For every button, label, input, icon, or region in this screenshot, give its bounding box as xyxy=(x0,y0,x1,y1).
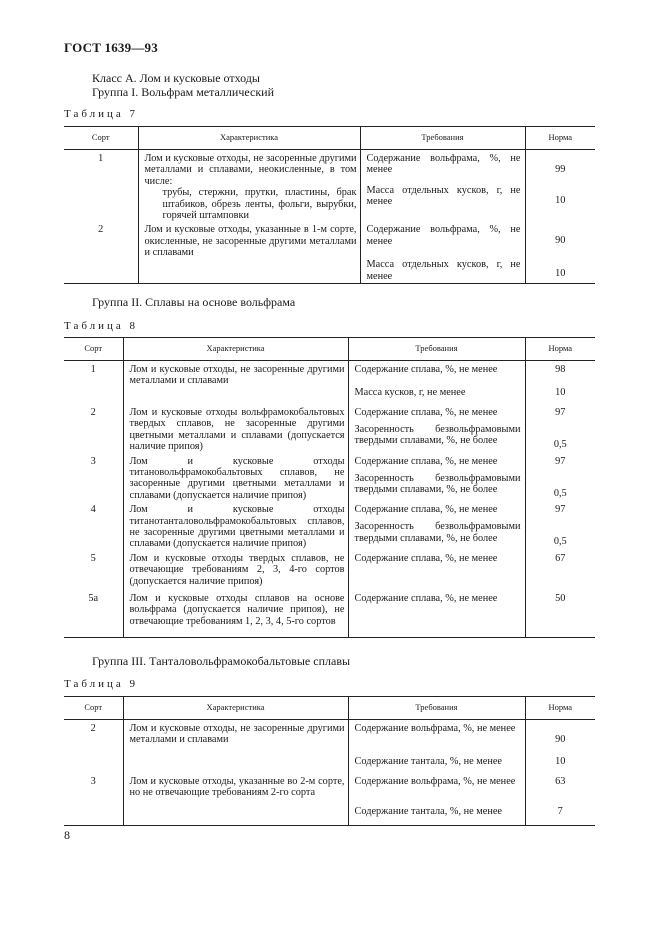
norm-value: 7 xyxy=(557,806,563,817)
requirement: Содержание сплава, %, не менее xyxy=(354,504,498,516)
norm-value: 0,5 xyxy=(553,487,567,499)
cell-sort: 1 xyxy=(98,153,104,164)
cell-requirements xyxy=(360,150,525,222)
group-2-title: Группа II. Сплавы на основе вольфрама xyxy=(92,295,296,309)
cell-characteristic xyxy=(138,150,360,222)
norm-value: 63 xyxy=(555,776,566,787)
col-header-norm: Норма xyxy=(525,338,595,361)
cell-norm xyxy=(525,550,595,590)
requirement: Содержание вольфрама, %, не менее xyxy=(354,723,516,734)
cell-sort: 4 xyxy=(90,504,96,516)
table-row xyxy=(64,773,595,826)
group-1-title: Группа I. Вольфрам металлический xyxy=(92,85,274,99)
cell-characteristic: Лом и кусковые отходы сплавов на основе вольфрама (допускается наличие припоя), не отвечающие требованиям 1, 2, 3, 4, 5-го сортов xyxy=(123,590,348,638)
col-header-requirements: Требования xyxy=(360,127,525,150)
table-header-row xyxy=(64,127,595,150)
norm-value: 10 xyxy=(555,387,566,398)
cell-sort: 2 xyxy=(64,221,138,284)
cell-sort: 2 xyxy=(90,407,96,418)
cell-characteristic: Лом и кусковые отходы вольфрамокобальтовых твердых сплавов, не засоренные другими цветными металлами и сплавами (допускается наличие припоя) xyxy=(123,404,348,453)
cell-sort: 3 xyxy=(64,773,123,826)
table-row xyxy=(64,720,595,774)
requirement: Масса кусков, г, не менее xyxy=(354,387,466,398)
requirement: Содержание сплава, %, не менее xyxy=(354,592,498,604)
requirement: Масса отдельных кусков, г, не менее xyxy=(366,259,521,282)
norm-value: 0,5 xyxy=(553,439,567,450)
cell-characteristic: Лом и кусковые отходы, не засоренные другими металлами и сплавами xyxy=(123,720,348,774)
cell-requirements xyxy=(348,720,525,774)
group-3-title: Группа III. Танталовольфрамокобальтовые сплавы xyxy=(92,654,351,668)
table-8-caption: Таблица 8 xyxy=(64,320,139,332)
cell-characteristic: Лом и кусковые отходы титановольфрамокобальтовых сплавов, не засоренные другими цветными металлами и сплавами (допускается наличие припоя) xyxy=(123,453,348,502)
table-row xyxy=(64,221,595,284)
col-header-characteristic: Характеристика xyxy=(123,338,348,361)
table-row xyxy=(64,590,595,638)
norm-value: 99 xyxy=(555,164,566,175)
col-header-sort: Сорт xyxy=(64,127,138,150)
cell-requirements xyxy=(360,221,525,284)
cell-characteristic: Лом и кусковые отходы, указанные в 1-м сорте, окисленные, не засоренные другими металлами и сплавами xyxy=(138,221,360,284)
col-header-requirements: Требования xyxy=(348,338,525,361)
norm-value: 10 xyxy=(555,195,566,206)
cell-norm xyxy=(525,773,595,826)
requirement: Содержание вольфрама, %, не менее xyxy=(366,153,521,176)
table-row xyxy=(64,361,595,405)
requirement: Засоренность безвольфрамовыми твердыми сплавами, %, не более xyxy=(354,472,521,496)
requirement: Содержание тантала, %, не менее xyxy=(354,756,502,767)
table-7 xyxy=(64,126,595,284)
cell-requirements xyxy=(348,773,525,826)
norm-value: 97 xyxy=(555,504,566,516)
cell-norm xyxy=(525,453,595,502)
cell-sort: 3 xyxy=(90,455,96,467)
table-row xyxy=(64,550,595,590)
cell-requirements xyxy=(348,453,525,502)
norm-value: 10 xyxy=(555,268,566,280)
norm-value: 0,5 xyxy=(553,536,567,548)
norm-value: 98 xyxy=(555,364,566,375)
requirement: Содержание вольфрама, %, не менее xyxy=(354,776,516,787)
col-header-requirements: Требования xyxy=(348,697,525,720)
table-9 xyxy=(64,696,595,826)
cell-norm xyxy=(525,150,595,222)
table-header-row xyxy=(64,338,595,361)
requirement: Содержание сплава, %, не менее xyxy=(354,407,498,418)
cell-sort: 2 xyxy=(90,723,96,734)
norm-value: 67 xyxy=(555,552,566,564)
cell-sort: 5а xyxy=(64,590,123,638)
cell-characteristic: Лом и кусковые отходы твердых сплавов, не отвечающие требованиям 2, 3, 4-го сортов (допускается наличие припоя) xyxy=(123,550,348,590)
cell-characteristic: Лом и кусковые отходы, указанные во 2-м сорте, но не отвечающие требованиям 2-го сорта xyxy=(123,773,348,826)
cell-requirements xyxy=(348,501,525,550)
cell-norm xyxy=(525,221,595,284)
cell-requirements xyxy=(348,404,525,453)
cell-norm xyxy=(525,404,595,453)
table-8 xyxy=(64,337,595,638)
requirement: Засоренность безвольфрамовыми твердыми сплавами, %, не более xyxy=(354,424,521,447)
col-header-characteristic: Характеристика xyxy=(123,697,348,720)
table-row xyxy=(64,404,595,453)
page-number: 8 xyxy=(64,828,70,842)
cell-norm xyxy=(525,501,595,550)
requirement: Масса отдельных кусков, г, не менее xyxy=(366,185,521,208)
requirement: Содержание сплава, %, не менее xyxy=(354,455,498,467)
cell-sort: 1 xyxy=(90,364,96,375)
cell-characteristic: Лом и кусковые отходы, не засоренные другими металлами и сплавами xyxy=(123,361,348,405)
table-row xyxy=(64,150,595,222)
table-row xyxy=(64,501,595,550)
class-title: Класс А. Лом и кусковые отходы xyxy=(92,71,260,85)
col-header-sort: Сорт xyxy=(64,697,123,720)
cell-norm xyxy=(525,590,595,638)
norm-value: 90 xyxy=(555,235,566,247)
cell-requirements xyxy=(348,361,525,405)
norm-value: 10 xyxy=(555,756,566,767)
char-main: Лом и кусковые отходы, не засоренные другими металлами и сплавами, неокисленные, в том числе: xyxy=(144,153,357,187)
norm-value: 97 xyxy=(555,407,566,418)
cell-sort: 5 xyxy=(90,552,96,564)
norm-value: 50 xyxy=(555,592,566,604)
cell-characteristic: Лом и кусковые отходы титанотанталовольфрамокобальтовых сплавов, не засоренные другими цветными металлами и сплавами (допускается наличие припоя) xyxy=(123,501,348,550)
cell-norm xyxy=(525,361,595,405)
cell-requirements xyxy=(348,550,525,590)
requirement: Содержание вольфрама, %, не менее xyxy=(366,224,521,247)
norm-value: 90 xyxy=(555,734,566,745)
table-7-caption: Таблица 7 xyxy=(64,108,139,120)
cell-requirements xyxy=(348,590,525,638)
table-9-caption: Таблица 9 xyxy=(64,678,139,690)
char-sub: трубы, стержни, прутки, пластины, брак штабиков, обрезь ленты, фольги, вырубки, горячей штамповки xyxy=(162,187,357,222)
table-row xyxy=(64,453,595,502)
col-header-characteristic: Характеристика xyxy=(138,127,360,150)
document-header: ГОСТ 1639—93 xyxy=(64,40,158,55)
table-header-row xyxy=(64,697,595,720)
requirement: Содержание тантала, %, не менее xyxy=(354,806,502,817)
cell-norm xyxy=(525,720,595,774)
col-header-sort: Сорт xyxy=(64,338,123,361)
requirement: Содержание сплава, %, не менее xyxy=(354,364,498,375)
requirement: Засоренность безвольфрамовыми твердыми сплавами, %, не более xyxy=(354,521,521,544)
col-header-norm: Норма xyxy=(525,127,595,150)
col-header-norm: Норма xyxy=(525,697,595,720)
norm-value: 97 xyxy=(555,455,566,467)
requirement: Содержание сплава, %, не менее xyxy=(354,552,498,564)
